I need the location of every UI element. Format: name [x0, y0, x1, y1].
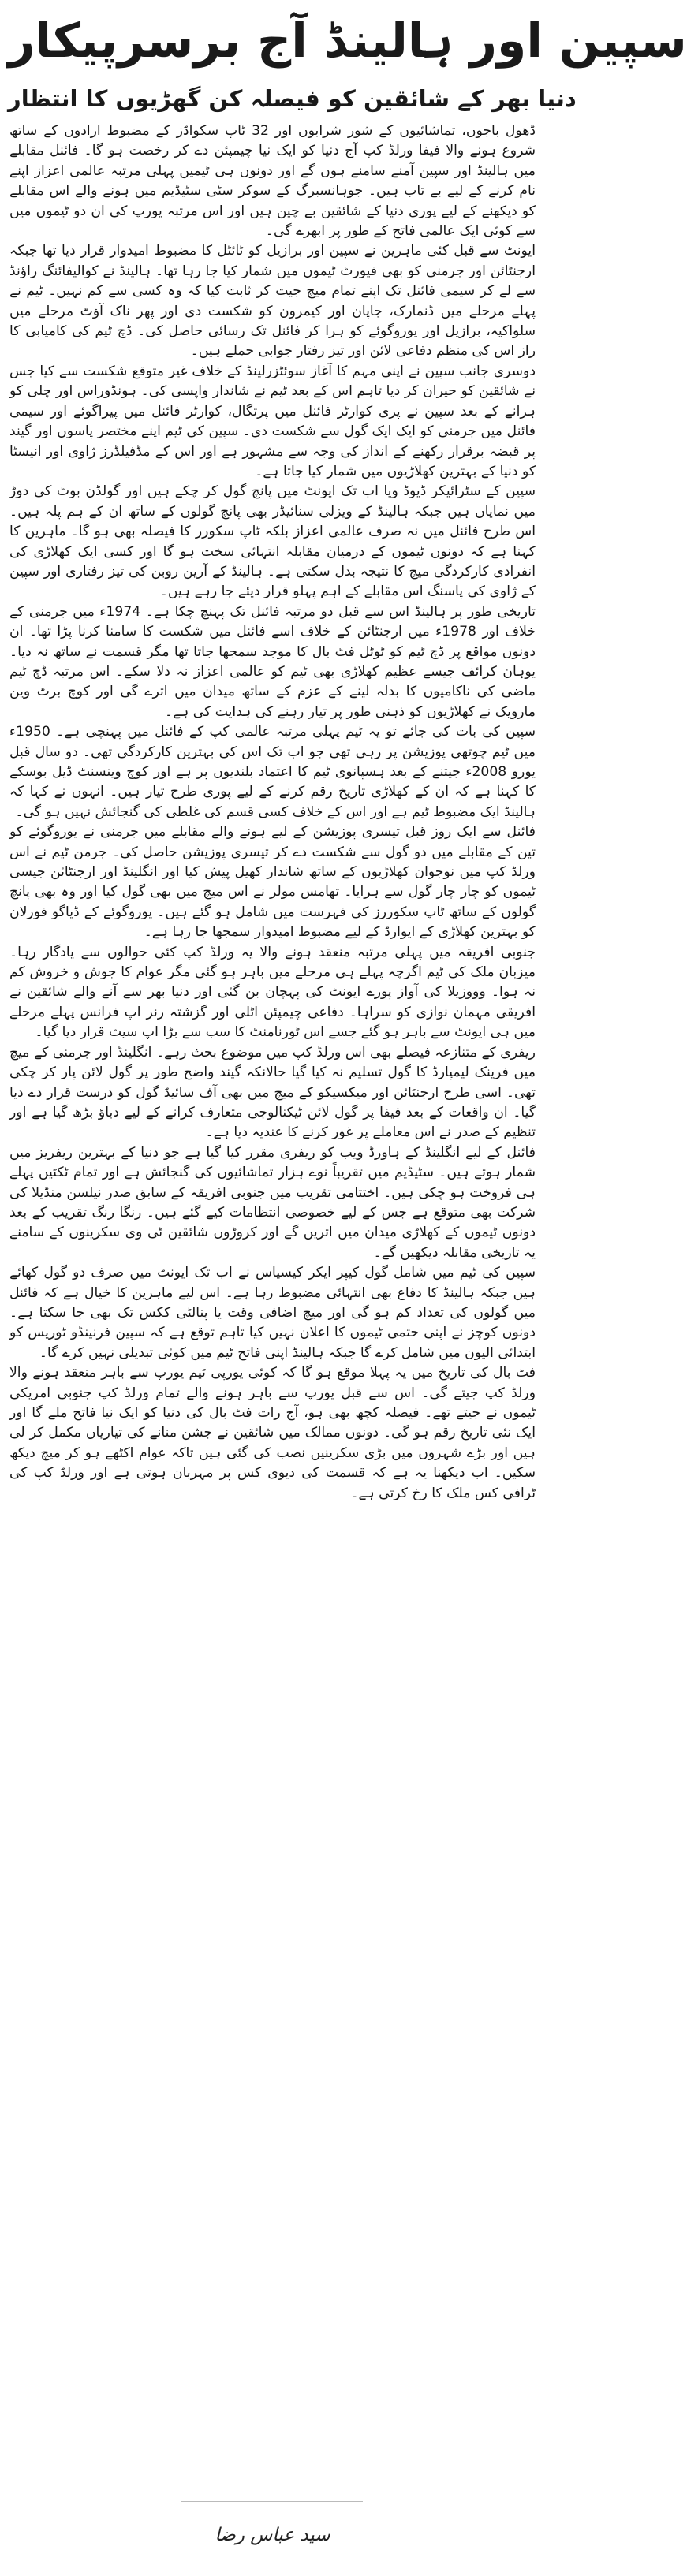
article-paragraph: ڈھول باجوں، تماشائیوں کے شور شرابوں اور 32 ٹاپ سکواڈز کے مضبوط ارادوں کے ساتھ شروع ہونے والا فیفا ورلڈ کپ آج دنیا کو ایک نیا چیمپئن دے کر رخصت ہو گا۔ فائنل مقابلے میں ہالینڈ اور سپین آمنے سامنے ہوں گے اور دونوں ہی ٹیمیں پہلی مرتبہ عالمی اعزاز اپنے نام کرنے کے لیے بے تاب ہیں۔ جوہانسبرگ کے سوکر سٹی سٹیڈیم میں ہونے والے اس مقابلے کو دیکھنے کے لیے پوری دنیا کے شائقین بے چین ہیں اور اس مرتبہ یورپ کی ان دو ٹیموں میں سے کوئی ایک عالمی فاتح کے طور پر ابھرے گی۔ [9, 123, 536, 240]
article-paragraph: فائنل کے لیے انگلینڈ کے ہاورڈ ویب کو ریفری مقرر کیا گیا ہے جو دنیا کے بہترین ریفریز میں شمار ہوتے ہیں۔ سٹیڈیم میں تقریباً نوے ہزار تماشائیوں کی گنجائش ہے اور تمام ٹکٹیں پہلے ہی فروخت ہو چکی ہیں۔ اختتامی تقریب میں جنوبی افریقہ کے سابق صدر نیلسن منڈیلا کی شرکت بھی متوقع ہے جس کے لیے خصوصی انتظامات کیے گئے ہیں۔ رنگا رنگ تقریب کے بعد دونوں ٹیموں کے کھلاڑی میدان میں اتریں گے اور کروڑوں شائقین ٹی وی سکرینوں کے سامنے یہ تاریخی مقابلہ دیکھیں گے۔ [9, 1144, 536, 1261]
article-paragraph: فائنل سے ایک روز قبل تیسری پوزیشن کے لیے ہونے والے مقابلے میں جرمنی نے یوروگوئے کو تین کے مقابلے میں دو گول سے شکست دے کر تیسری پوزیشن حاصل کی۔ جرمن ٹیم نے اس ورلڈ کپ میں نوجوان کھلاڑیوں کے ساتھ شاندار کھیل پیش کیا اور انگلینڈ اور ارجنٹائن جیسی ٹیموں کو چار چار گول سے ہرایا۔ تھامس مولر نے اس میچ میں بھی گول کیا اور وہ بھی پانچ گولوں کے ساتھ ٹاپ سکوررز کی فہرست میں شامل ہو گئے ہیں۔ یوروگوئے کے ڈیاگو فورلان کو بہترین کھلاڑی کے ایوارڈ کے لیے مضبوط امیدوار سمجھا جا رہا ہے۔ [9, 824, 536, 941]
author-byline: سید عباس رضا [215, 2525, 330, 2545]
article-body [9, 121, 536, 2487]
article-paragraph: جنوبی افریقہ میں پہلی مرتبہ منعقد ہونے والا یہ ورلڈ کپ کئی حوالوں سے یادگار رہا۔ میزبان ملک کی ٹیم اگرچہ پہلے ہی مرحلے میں باہر ہو گئی مگر عوام کا جوش و خروش کم نہ ہوا۔ وووزیلا کی آواز پورے ایونٹ کی پہچان بن گئی اور دنیا بھر سے آنے والے شائقین نے افریقی مہمان نوازی کو سراہا۔ دفاعی چیمپئن اٹلی اور گزشتہ رنر اپ فرانس پہلے مرحلے میں ہی ایونٹ سے باہر ہو گئے جسے اس ٹورنامنٹ کا سب سے بڑا اپ سیٹ قرار دیا گیا۔ [9, 944, 536, 1041]
article-headline: سپین اور ہالینڈ آج برسرپیکار [8, 13, 687, 69]
article-paragraph: دوسری جانب سپین نے اپنی مہم کا آغاز سوئٹزرلینڈ کے خلاف غیر متوقع شکست سے کیا جس نے شائقین کو حیران کر دیا تاہم اس کے بعد ٹیم نے شاندار واپسی کی۔ ہونڈوراس اور چلی کو ہرانے کے بعد سپین نے پری کوارٹر فائنل میں پرتگال، کوارٹر فائنل میں پیراگوئے اور سیمی فائنل میں جرمنی کو ایک ایک گول سے شکست دی۔ سپین کی ٹیم اپنے مختصر پاسوں اور گیند پر قبضہ برقرار رکھنے کے انداز کی وجہ سے مشہور ہے اور اس کے مڈفیلڈرز ژاوی اور انیسٹا کو دنیا کے بہترین کھلاڑیوں میں شمار کیا جاتا ہے۔ [9, 363, 536, 479]
article-paragraph: ایونٹ سے قبل کئی ماہرین نے سپین اور برازیل کو ٹائٹل کا مضبوط امیدوار قرار دیا تھا جبکہ ارجنٹائن اور جرمنی کو بھی فیورٹ ٹیموں میں شمار کیا جا رہا تھا۔ ہالینڈ نے کوالیفائنگ راؤنڈ سے لے کر سیمی فائنل تک اپنے تمام میچ جیت کر ثابت کیا کہ وہ کسی سے کم نہیں۔ ٹیم نے پہلے مرحلے میں ڈنمارک، جاپان اور کیمرون کو شکست دی اور پھر ناک آؤٹ مرحلے میں سلواکیہ، برازیل اور یوروگوئے کو ہرا کر فائنل تک رسائی حاصل کی۔ ڈچ ٹیم کی کامیابی کا راز اس کی منظم دفاعی لائن اور تیز رفتار جوابی حملے ہیں۔ [9, 243, 536, 360]
article-paragraph: سپین کی بات کی جائے تو یہ ٹیم پہلی مرتبہ عالمی کپ کے فائنل میں پہنچی ہے۔ 1950ء میں ٹیم چوتھی پوزیشن پر رہی تھی جو اب تک اس کی بہترین کارکردگی تھی۔ دو سال قبل یورو 2008ء جیتنے کے بعد ہسپانوی ٹیم کا اعتماد بلندیوں پر ہے اور کوچ وینسنٹ ڈیل بوسکے کا کہنا ہے کہ ان کے کھلاڑی تاریخ رقم کرنے کے لیے پوری طرح تیار ہیں۔ انہوں نے کہا کہ ہالینڈ ایک مضبوط ٹیم ہے اور اس کے خلاف کسی قسم کی غلطی کی گنجائش نہیں ہو گی۔ [9, 724, 536, 820]
article-subheadline: دنیا بھر کے شائقین کو فیصلہ کن گھڑیوں کا انتظار [8, 85, 577, 112]
article-paragraph: ریفری کے متنازعہ فیصلے بھی اس ورلڈ کپ میں موضوع بحث رہے۔ انگلینڈ اور جرمنی کے میچ میں فرینک لیمپارڈ کا گول تسلیم نہ کیا گیا حالانکہ گیند واضح طور پر گول لائن پار کر چکی تھی۔ اسی طرح ارجنٹائن اور میکسیکو کے میچ میں بھی آف سائیڈ گول کو درست قرار دے دیا گیا۔ ان واقعات کے بعد فیفا پر گول لائن ٹیکنالوجی متعارف کرانے کے لیے دباؤ بڑھ گیا ہے اور تنظیم کے صدر نے اس معاملے پر غور کرنے کا عندیہ دیا ہے۔ [9, 1044, 536, 1141]
article-paragraph: فٹ بال کی تاریخ میں یہ پہلا موقع ہو گا کہ کوئی یورپی ٹیم یورپ سے باہر منعقد ہونے والا ورلڈ کپ جیتے گی۔ اس سے قبل یورپ سے باہر ہونے والے تمام ورلڈ کپ جنوبی امریکی ٹیموں نے جیتے تھے۔ فیصلہ کچھ بھی ہو، آج رات فٹ بال کی دنیا کو ایک نیا فاتح ملے گا اور ایک نئی تاریخ رقم ہو گی۔ دونوں ممالک میں شائقین نے جشن منانے کی تیاریاں مکمل کر لی ہیں اور بڑے شہروں میں بڑی سکرینیں نصب کی گئی ہیں تاکہ عوام اکٹھے ہو کر میچ دیکھ سکیں۔ اب دیکھنا یہ ہے کہ قسمت کی دیوی کس پر مہربان ہوتی ہے اور ورلڈ کپ کی ٹرافی کس ملک کا رخ کرتی ہے۔ [9, 1365, 536, 1501]
article-paragraph: سپین کی ٹیم میں شامل گول کیپر ایکر کیسیاس نے اب تک ایونٹ میں صرف دو گول کھائے ہیں جبکہ ہالینڈ کا دفاع بھی انتہائی مضبوط رہا ہے۔ اس لیے ماہرین کا خیال ہے کہ فائنل میں گولوں کی تعداد کم ہو گی اور میچ اضافی وقت یا پنالٹی ککس تک بھی جا سکتا ہے۔ دونوں کوچز نے اپنی حتمی ٹیموں کا اعلان نہیں کیا تاہم توقع ہے کہ سپین فرنینڈو ٹوریس کو ابتدائی الیون میں شامل کرے گا جبکہ ہالینڈ اپنی فاتح ٹیم میں کوئی تبدیلی نہیں کرے گا۔ [9, 1265, 536, 1361]
article-paragraph: سپین کے سٹرائیکر ڈیوڈ ویا اب تک ایونٹ میں پانچ گول کر چکے ہیں اور گولڈن بوٹ کی دوڑ میں نمایاں ہیں جبکہ ہالینڈ کے ویزلی سنائیڈر بھی پانچ گولوں کے ساتھ ان کے ہم پلہ ہیں۔ اس طرح فائنل میں نہ صرف عالمی اعزاز بلکہ ٹاپ سکورر کا فیصلہ بھی ہو گا۔ ماہرین کا کہنا ہے کہ دونوں ٹیموں کے درمیان مقابلہ انتہائی سخت ہو گا اور کسی ایک کھلاڑی کی انفرادی کارکردگی میچ کا نتیجہ بدل سکتی ہے۔ ہالینڈ کے آرین روبن کی تیز رفتاری اور سپین کے ژاوی کی پاسنگ اس مقابلے کے اہم پہلو قرار دیئے جا رہے ہیں۔ [9, 483, 536, 600]
byline-divider [181, 2501, 363, 2502]
article-paragraph: تاریخی طور پر ہالینڈ اس سے قبل دو مرتبہ فائنل تک پہنچ چکا ہے۔ 1974ء میں جرمنی کے خلاف اور 1978ء میں ارجنٹائن کے خلاف اسے فائنل میں شکست کا سامنا کرنا پڑا تھا۔ ان دونوں مواقع پر ڈچ ٹیم کو ٹوٹل فٹ بال کا موجد سمجھا جاتا تھا مگر قسمت نے ساتھ نہ دیا۔ یوہان کرائف جیسے عظیم کھلاڑی بھی ٹیم کو عالمی اعزاز نہ دلا سکے۔ اس مرتبہ ڈچ ٹیم ماضی کی ناکامیوں کا بدلہ لینے کے عزم کے ساتھ میدان میں اترے گی اور کوچ برٹ وین مارویک نے کھلاڑیوں کو ذہنی طور پر تیار رہنے کی ہدایت کی ہے۔ [9, 603, 536, 720]
